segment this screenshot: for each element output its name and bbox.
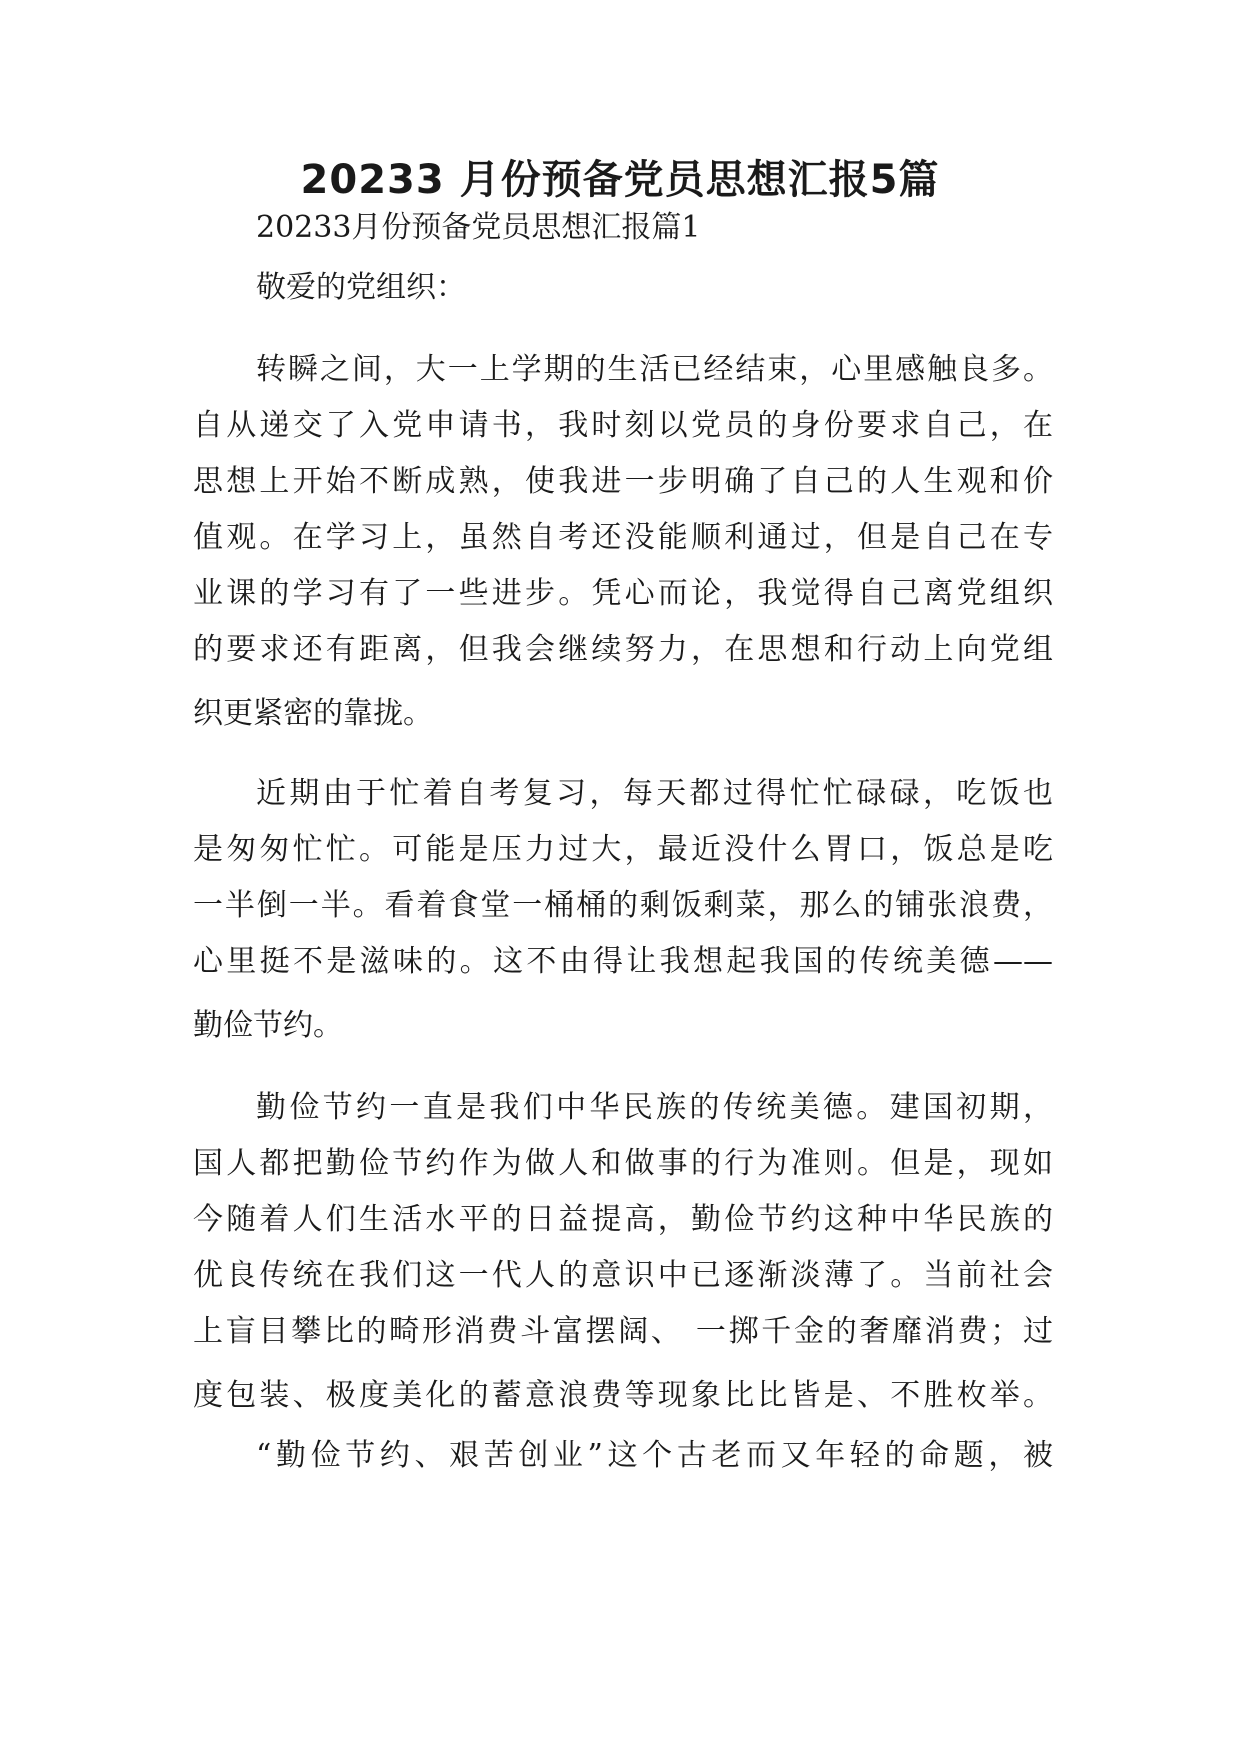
paragraph-line: 上盲目攀比的畸形消费斗富摆阔、 一掷千金的奢靡消费；过 bbox=[193, 1314, 1053, 1349]
paragraph-line: 国人都把勤俭节约作为做人和做事的行为准则。但是，现如 bbox=[193, 1146, 1053, 1181]
paragraph-line: 今随着人们生活水平的日益提高，勤俭节约这种中华民族的 bbox=[193, 1202, 1053, 1237]
paragraph-line: 一半倒一半。看着食堂一桶桶的剩饭剩菜，那么的铺张浪费， bbox=[193, 888, 1053, 923]
paragraph-line: “勤俭节约、艰苦创业”这个古老而又年轻的命题，被 bbox=[256, 1438, 1053, 1473]
paragraph-line: 的要求还有距离，但我会继续努力，在思想和行动上向党组 bbox=[193, 632, 1053, 667]
paragraph-line: 自从递交了入党申请书，我时刻以党员的身份要求自己，在 bbox=[193, 408, 1053, 443]
paragraph-line: 转瞬之间，大一上学期的生活已经结束，心里感触良多。 bbox=[256, 352, 1053, 387]
paragraph-line: 勤俭节约一直是我们中华民族的传统美德。建国初期， bbox=[256, 1090, 1053, 1125]
paragraph-line: 近期由于忙着自考复习，每天都过得忙忙碌碌，吃饭也 bbox=[256, 776, 1053, 811]
paragraph-line: 度包装、极度美化的蓄意浪费等现象比比皆是、不胜枚举。 bbox=[193, 1378, 1053, 1413]
paragraph-line: 是匆匆忙忙。可能是压力过大，最近没什么胃口，饭总是吃 bbox=[193, 832, 1053, 867]
document-title: 20233 月份预备党员思想汇报5篇 bbox=[300, 157, 940, 203]
section-heading: 20233月份预备党员思想汇报篇1 bbox=[256, 210, 701, 245]
paragraph-line: 心里挺不是滋味的。这不由得让我想起我国的传统美德—— bbox=[193, 944, 1053, 979]
paragraph-line: 思想上开始不断成熟，使我进一步明确了自己的人生观和价 bbox=[193, 464, 1053, 499]
paragraph-line: 优良传统在我们这一代人的意识中已逐渐淡薄了。当前社会 bbox=[193, 1258, 1053, 1293]
paragraph-line: 值观。在学习上，虽然自考还没能顺利通过，但是自己在专 bbox=[193, 520, 1053, 555]
paragraph-line: 业课的学习有了一些进步。凭心而论，我觉得自己离党组织 bbox=[193, 576, 1053, 611]
salutation: 敬爱的党组织： bbox=[256, 270, 466, 305]
paragraph-line: 织更紧密的靠拢。 bbox=[193, 696, 433, 731]
paragraph-line: 勤俭节约。 bbox=[193, 1008, 343, 1043]
